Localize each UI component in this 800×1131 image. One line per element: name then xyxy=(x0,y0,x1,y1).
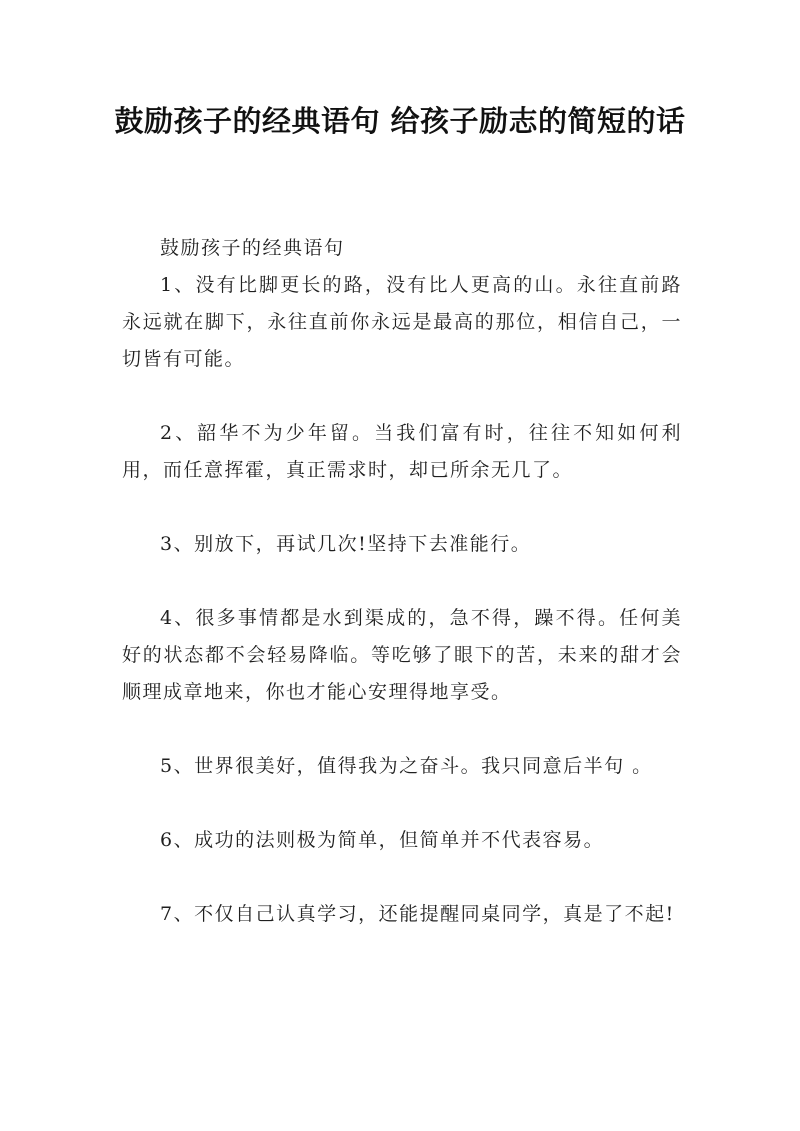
paragraph-item-1: 1、没有比脚更长的路，没有比人更高的山。永往直前路永远就在脚下，永往直前你永远是最高的那位，相信自己，一切皆有可能。 xyxy=(122,274,682,370)
paragraph-item-4: 4、很多事情都是水到渠成的，急不得，躁不得。任何美好的状态都不会轻易降临。等吃够了眼下的苦，未来的甜才会顺理成章地来，你也才能心安理得地享受。 xyxy=(122,607,682,703)
paragraph-item-3: 3、别放下，再试几次!坚持下去准能行。 xyxy=(160,533,532,555)
paragraph-item-7: 7、不仅自己认真学习，还能提醒同桌同学，真是了不起! xyxy=(160,903,675,925)
section-heading: 鼓励孩子的经典语句 xyxy=(160,237,345,259)
paragraph-item-5: 5、世界很美好，值得我为之奋斗。我只同意后半句 。 xyxy=(160,755,653,777)
paragraph-item-6: 6、成功的法则极为简单，但简单并不代表容易。 xyxy=(160,829,605,851)
document-body xyxy=(122,230,682,933)
paragraph-item-2: 2、韶华不为少年留。当我们富有时，往往不知如何利用，而任意挥霍，真正需求时，却已所余无几了。 xyxy=(122,422,682,481)
document-title: 鼓励孩子的经典语句 给孩子励志的简短的话 xyxy=(114,104,686,138)
